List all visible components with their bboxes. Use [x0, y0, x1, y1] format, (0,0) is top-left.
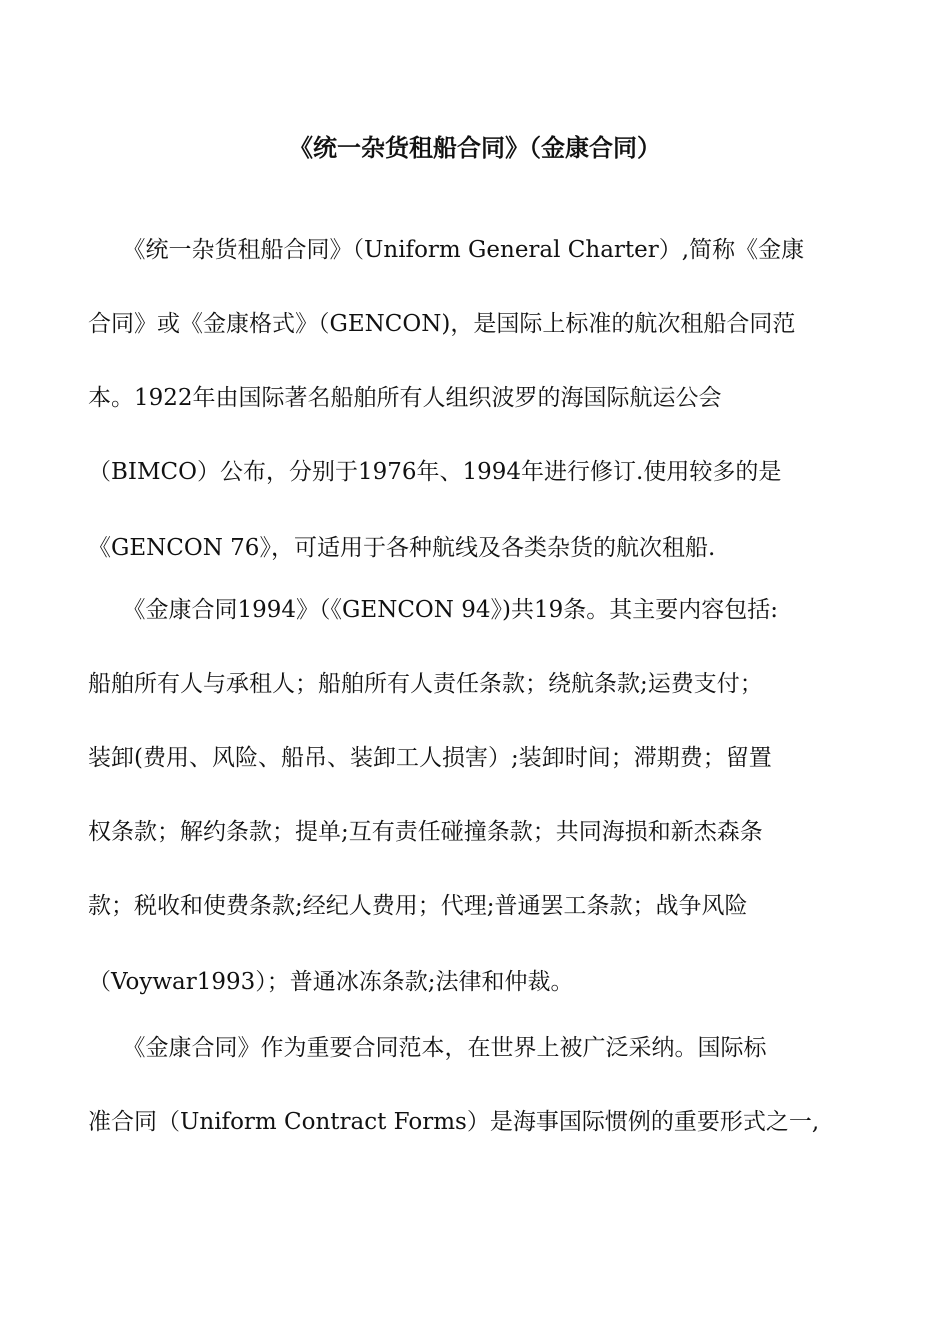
document-title: 《统一杂货租船合同》（金康合同）: [289, 134, 661, 162]
paragraph-line: 权条款；解约条款；提单;互有责任碰撞条款；共同海损和新杰森条: [88, 819, 763, 845]
paragraph-line: 款；税收和使费条款;经纪人费用；代理;普通罢工条款；战争风险: [88, 893, 748, 919]
paragraph-line: 合同》或《金康格式》（GENCON)，是国际上标准的航次租船合同范: [88, 311, 796, 337]
paragraph-line: 《统一杂货租船合同》（Uniform General Charter）,简称《金康: [88, 237, 805, 263]
paragraph-line: 《金康合同1994》（《GENCON 94》)共19条。其主要内容包括:: [88, 597, 778, 623]
paragraph-line: 《GENCON 76》，可适用于各种航线及各类杂货的航次租船.: [88, 535, 716, 561]
paragraph-line: （Voywar1993）；普通冰冻条款;法律和仲裁。: [88, 969, 574, 995]
paragraph-line: 船舶所有人与承租人；船舶所有人责任条款；绕航条款;运费支付；: [88, 671, 763, 697]
paragraph-line: 《金康合同》作为重要合同范本，在世界上被广泛采纳。国际标: [88, 1035, 767, 1061]
paragraph-line: 准合同（Uniform Contract Forms）是海事国际惯例的重要形式之一,: [88, 1109, 820, 1135]
paragraph-line: 装卸(费用、风险、船吊、装卸工人损害）;装卸时间；滞期费；留置: [88, 745, 772, 771]
paragraph-line: （BIMCO）公布，分别于1976年、1994年进行修订.使用较多的是: [88, 459, 782, 485]
paragraph-line: 本。1922年由国际著名船舶所有人组织波罗的海国际航运公会: [88, 385, 722, 411]
